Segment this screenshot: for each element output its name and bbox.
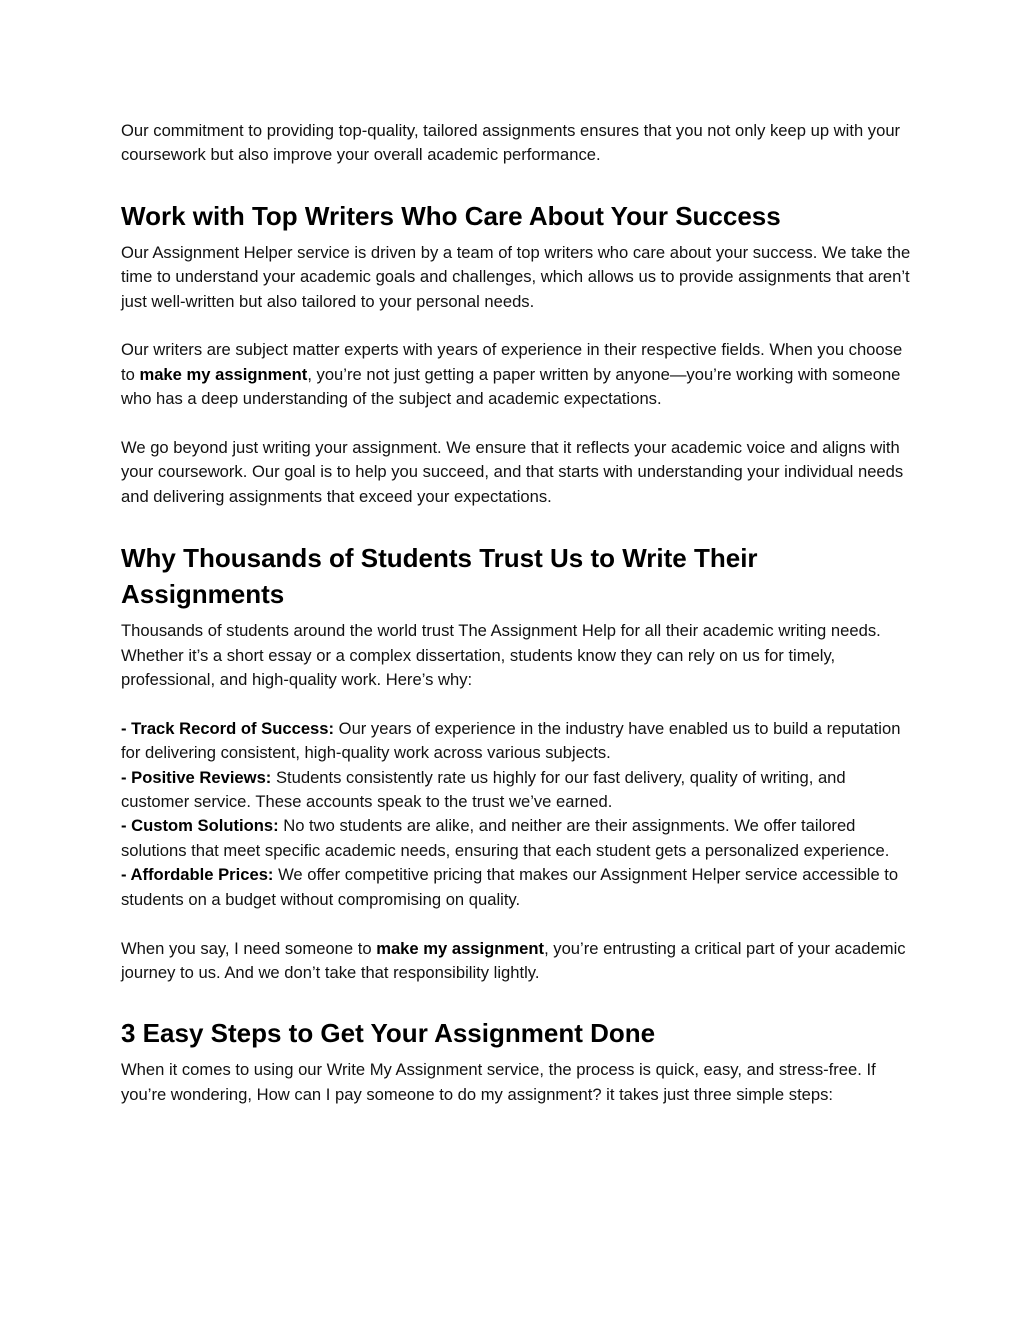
bullet-item-positive-reviews (121, 766, 911, 815)
section-heading-top-writers: Work with Top Writers Who Care About Your Success (121, 200, 781, 231)
paragraph-gap (121, 692, 911, 716)
paragraph-assignment-helper: Our Assignment Helper service is driven by a team of top writers who care about your success. We take the time to understand your academic goals and challenges, which allows us to provide assignments that aren’t just well-written but also tailored to your personal needs. (121, 242, 911, 311)
paragraph-process: When it comes to using our Write My Assignment service, the process is quick, easy, and stress-free. If you’re wondering, How can I pay someone to do my assignment? it takes just three simple steps: (121, 1060, 876, 1104)
paragraph-gap (121, 412, 911, 436)
document-page (121, 119, 911, 1107)
bullet-label: - Track Record of Success: (121, 718, 335, 738)
text-span: , you’re not just getting a paper written by anyone—you’re working with someone who has a deep understanding of the subject and academic expectations. (121, 364, 901, 409)
bullet-item-track-record (121, 717, 911, 766)
text-span: , you’re entrusting a critical part of your academic journey to us. And we don’t take that responsibility lightly. (121, 938, 906, 982)
bullet-label: - Positive Reviews: (121, 767, 272, 787)
bullet-label: - Custom Solutions: (121, 816, 279, 836)
bullet-text: No two students are alike, and neither are their assignments. We offer tailored solutions that meet specific academic needs, ensuring that each student gets a personalized experience. (121, 816, 890, 860)
intro-paragraph: Our commitment to providing top-quality, tailored assignments ensures that you not only keep up with your coursework but also improve your overall academic performance. (121, 121, 901, 165)
paragraph-go-beyond: We go beyond just writing your assignment. We ensure that it reflects your academic voice and aligns with your coursework. Our goal is to help you succeed, and that starts with understanding your individual needs and delivering assignments that exceed your expectations. (121, 438, 904, 506)
paragraph-gap (121, 314, 911, 338)
section-heading-easy-steps: 3 Easy Steps to Get Your Assignment Done (121, 1018, 656, 1049)
text-span: When you say, I need someone to (121, 938, 377, 958)
paragraph-gap (121, 912, 911, 936)
text-span: Our writers are subject matter experts with years of experience in their respective fields. When you choose to (121, 340, 903, 384)
bullet-list (121, 717, 911, 912)
bullet-item-custom-solutions (121, 814, 911, 863)
bullet-text: We offer competitive pricing that makes our Assignment Helper service accessible to students on a budget without compromising on quality. (121, 865, 899, 909)
paragraph-entrusting (121, 937, 911, 986)
section-heading-why-trust: Why Thousands of Students Trust Us to Write Their Assignments (121, 543, 758, 610)
bullet-text: Students consistently rate us highly for our fast delivery, quality of writing, and customer service. These accounts speak to the trust we’ve earned. (121, 767, 846, 812)
bullet-item-affordable-prices (121, 863, 911, 912)
bullet-label: - Affordable Prices: (121, 865, 274, 885)
bold-link-text: make my assignment (139, 364, 308, 384)
bold-link-text: make my assignment (376, 938, 545, 958)
bullet-text: Our years of experience in the industry have enabled us to build a reputation for delivering consistent, high-quality work across various subjects. (121, 718, 901, 763)
paragraph-thousands-students: Thousands of students around the world trust The Assignment Help for all their academic writing needs. Whether it’s a short essay or a complex dissertation, students know they can rely on us for timely, professional, and high-quality work. Here’s why: (121, 621, 881, 690)
paragraph-subject-experts (121, 338, 911, 411)
